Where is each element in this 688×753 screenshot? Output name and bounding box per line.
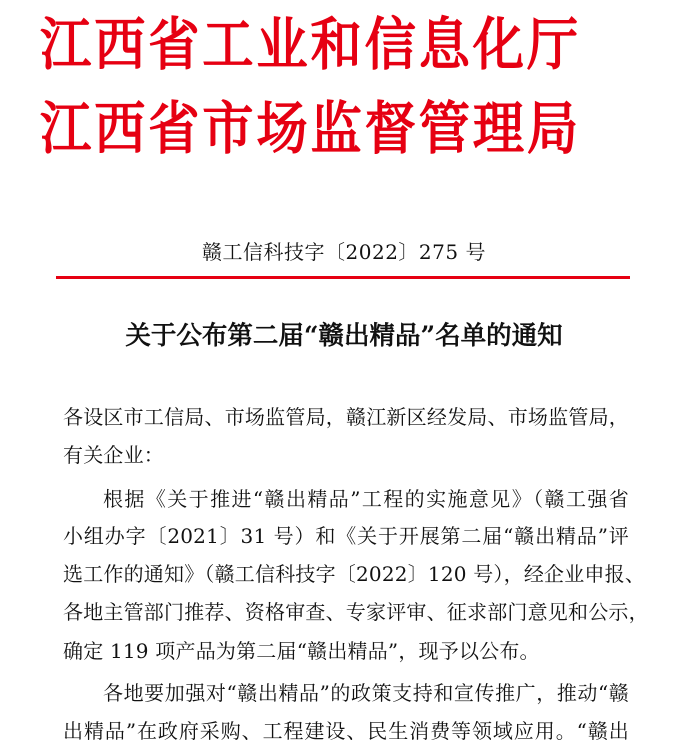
body-paragraph-1-line-5: 确定 119 项产品为第二届“赣出精品”，现予以公布。	[63, 639, 540, 663]
issuing-agency-industry: 江西省工业和信息化厅	[40, 11, 580, 78]
document-title: 关于公布第二届“赣出精品”名单的通知	[125, 321, 563, 351]
document-number: 赣工信科技字〔2022〕275 号	[202, 240, 486, 264]
body-line-addressees-cont: 有关企业：	[63, 443, 164, 467]
body-line-addressees: 各设区市工信局、市场监管局，赣江新区经发局、市场监管局，	[63, 405, 629, 429]
body-paragraph-1-line-3: 选工作的通知》（赣工信科技字〔2022〕120 号），经企业申报、	[63, 562, 646, 586]
red-divider-line	[56, 276, 630, 279]
body-paragraph-1-line-2: 小组办字〔2021〕31 号）和《关于开展第二届“赣出精品”评	[63, 524, 629, 548]
body-paragraph-1-line-1: 根据《关于推进“赣出精品”工程的实施意见》（赣工强省	[103, 487, 629, 511]
body-paragraph-2-line-1: 各地要加强对“赣出精品”的政策支持和宣传推广，推动“赣	[103, 681, 629, 705]
body-paragraph-1-line-4: 各地主管部门推荐、资格审查、专家评审、征求部门意见和公示，	[63, 600, 649, 624]
issuing-agency-market-regulation: 江西省市场监督管理局	[40, 95, 580, 162]
body-paragraph-2-line-2: 出精品”在政府采购、工程建设、民生消费等领域应用。“赣出	[63, 719, 629, 743]
